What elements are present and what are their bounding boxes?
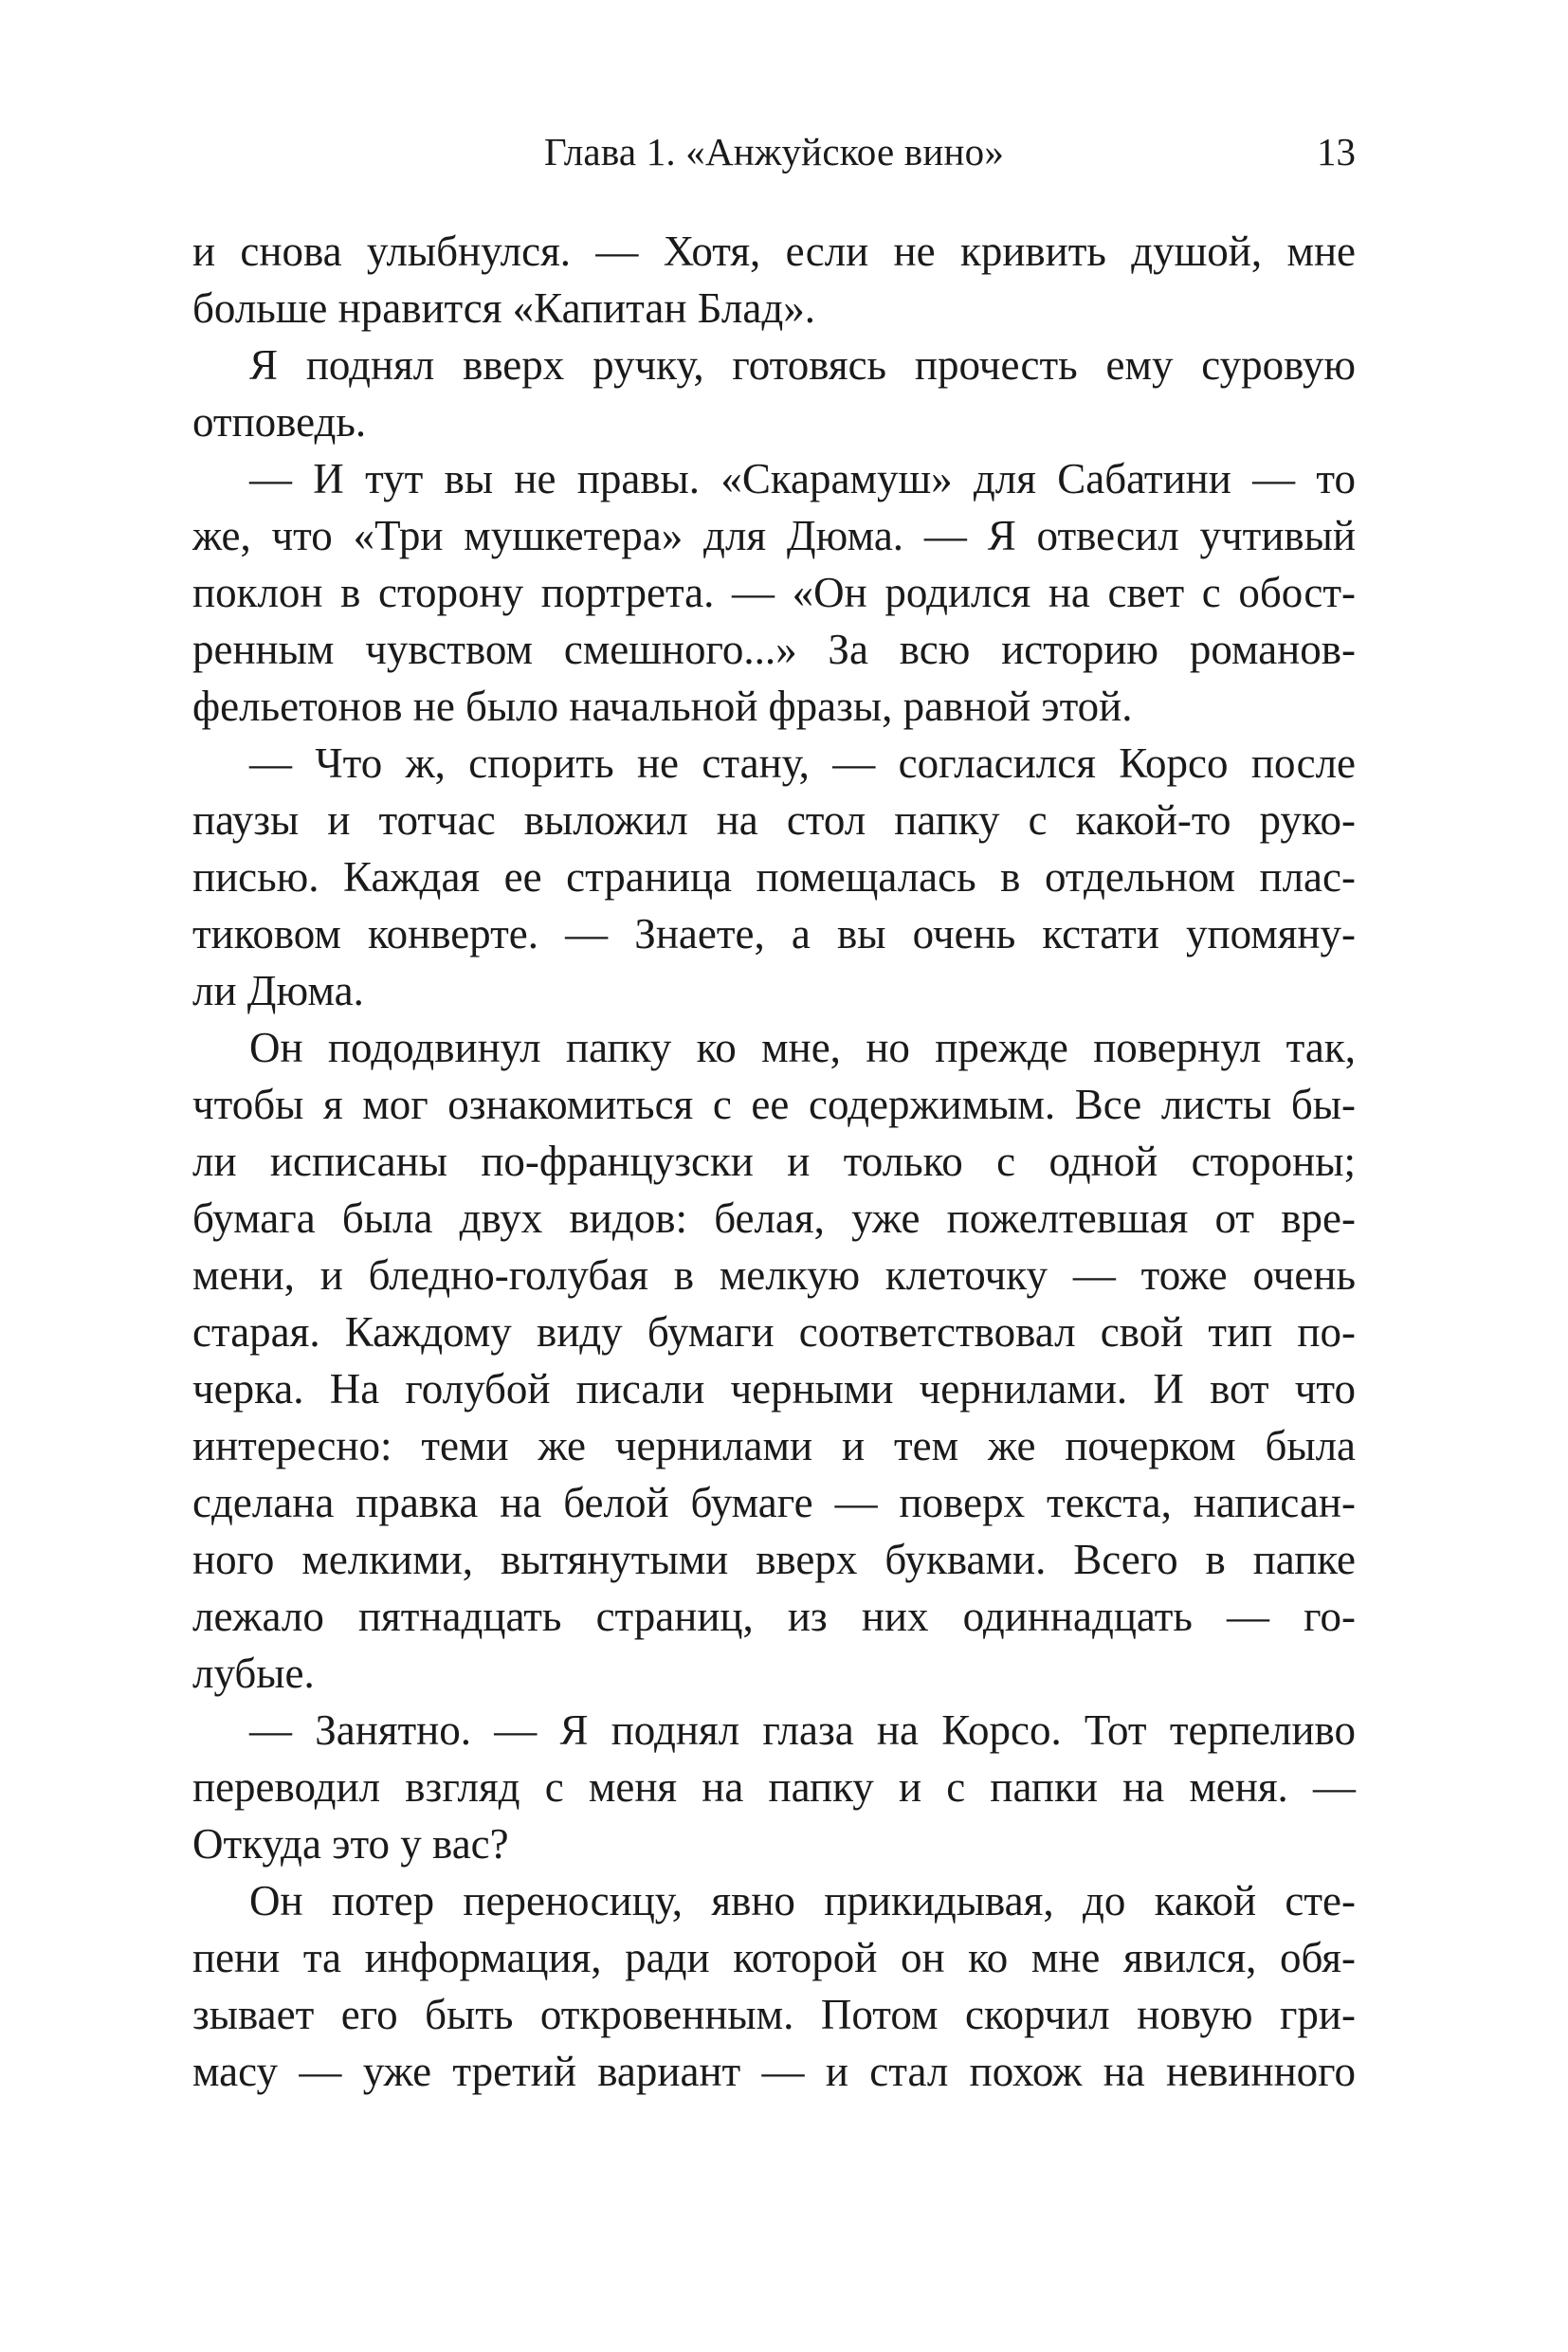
text-line: интересно: теми же чернилами и тем же почерком была	[192, 1422, 1356, 1469]
text-line: Откуда это у вас?	[192, 1820, 509, 1868]
text-line: Он потер переносицу, явно прикидывая, до какой сте-	[249, 1877, 1356, 1924]
text-line: же, что «Три мушкетера» для Дюма. — Я отвесил учтивый	[192, 512, 1356, 559]
text-line: отповедь.	[192, 398, 367, 446]
text-line: лежало пятнадцать страниц, из них одиннадцать — го-	[192, 1593, 1356, 1640]
text-line: мени, и бледно-голубая в мелкую клеточку — тоже очень	[192, 1251, 1356, 1299]
text-line: масу — уже третий вариант — и стал похож на невинного	[192, 2048, 1356, 2095]
text-line: — Занятно. — Я поднял глаза на Корсо. Тот терпеливо	[249, 1706, 1356, 1754]
text-line: паузы и тотчас выложил на стол папку с какой-то руко-	[192, 796, 1356, 844]
text-line: — Что ж, спорить не стану, — согласился Корсо после	[249, 739, 1356, 787]
text-line: фельетонов не было начальной фразы, равной этой.	[192, 683, 1133, 730]
text-line: больше нравится «Капитан Блад».	[192, 284, 815, 332]
text-line: бумага была двух видов: белая, уже пожелтевшая от вре-	[192, 1194, 1356, 1242]
body-text	[192, 223, 1356, 2100]
text-line: ного мелкими, вытянутыми вверх буквами. Всего в папке	[192, 1536, 1356, 1583]
text-line: старая. Каждому виду бумаги соответствовал свой тип по-	[192, 1308, 1356, 1356]
text-line: пени та информация, ради которой он ко мне явился, обя-	[192, 1934, 1356, 1981]
text-line: Он пододвинул папку ко мне, но прежде повернул так,	[249, 1024, 1356, 1071]
text-line: переводил взгляд с меня на папку и с папки на меня. —	[192, 1763, 1356, 1811]
text-line: черка. На голубой писали черными чернилами. И вот что	[192, 1365, 1356, 1413]
text-line: ли Дюма.	[192, 967, 364, 1014]
text-line: и снова улыбнулся. — Хотя, если не кривить душой, мне	[192, 228, 1356, 275]
page-number: 13	[1317, 130, 1356, 173]
text-line: ренным чувством смешного...» За всю историю романов-	[192, 626, 1356, 673]
text-line: ли исписаны по-французски и только с одной стороны;	[192, 1138, 1356, 1185]
chapter-title: Глава 1. «Анжуйское вино»	[543, 130, 1005, 173]
text-line: поклон в сторону портрета. — «Он родился на свет с обост-	[192, 569, 1356, 616]
text-line: — И тут вы не правы. «Скарамуш» для Сабатини — то	[249, 455, 1356, 502]
text-line: Я поднял вверх ручку, готовясь прочесть ему суровую	[249, 341, 1356, 389]
text-line: писью. Каждая ее страница помещалась в отдельном плас-	[192, 853, 1356, 901]
text-line: зывает его быть откровенным. Потом скорчил новую гри-	[192, 1991, 1356, 2038]
text-line: тиковом конверте. — Знаете, а вы очень кстати упомяну-	[192, 910, 1356, 957]
text-line: чтобы я мог ознакомиться с ее содержимым. Все листы бы-	[192, 1081, 1356, 1128]
text-line: лубые.	[192, 1650, 315, 1697]
text-line: сделана правка на белой бумаге — поверх текста, написан-	[192, 1479, 1356, 1526]
running-head	[192, 123, 1356, 180]
